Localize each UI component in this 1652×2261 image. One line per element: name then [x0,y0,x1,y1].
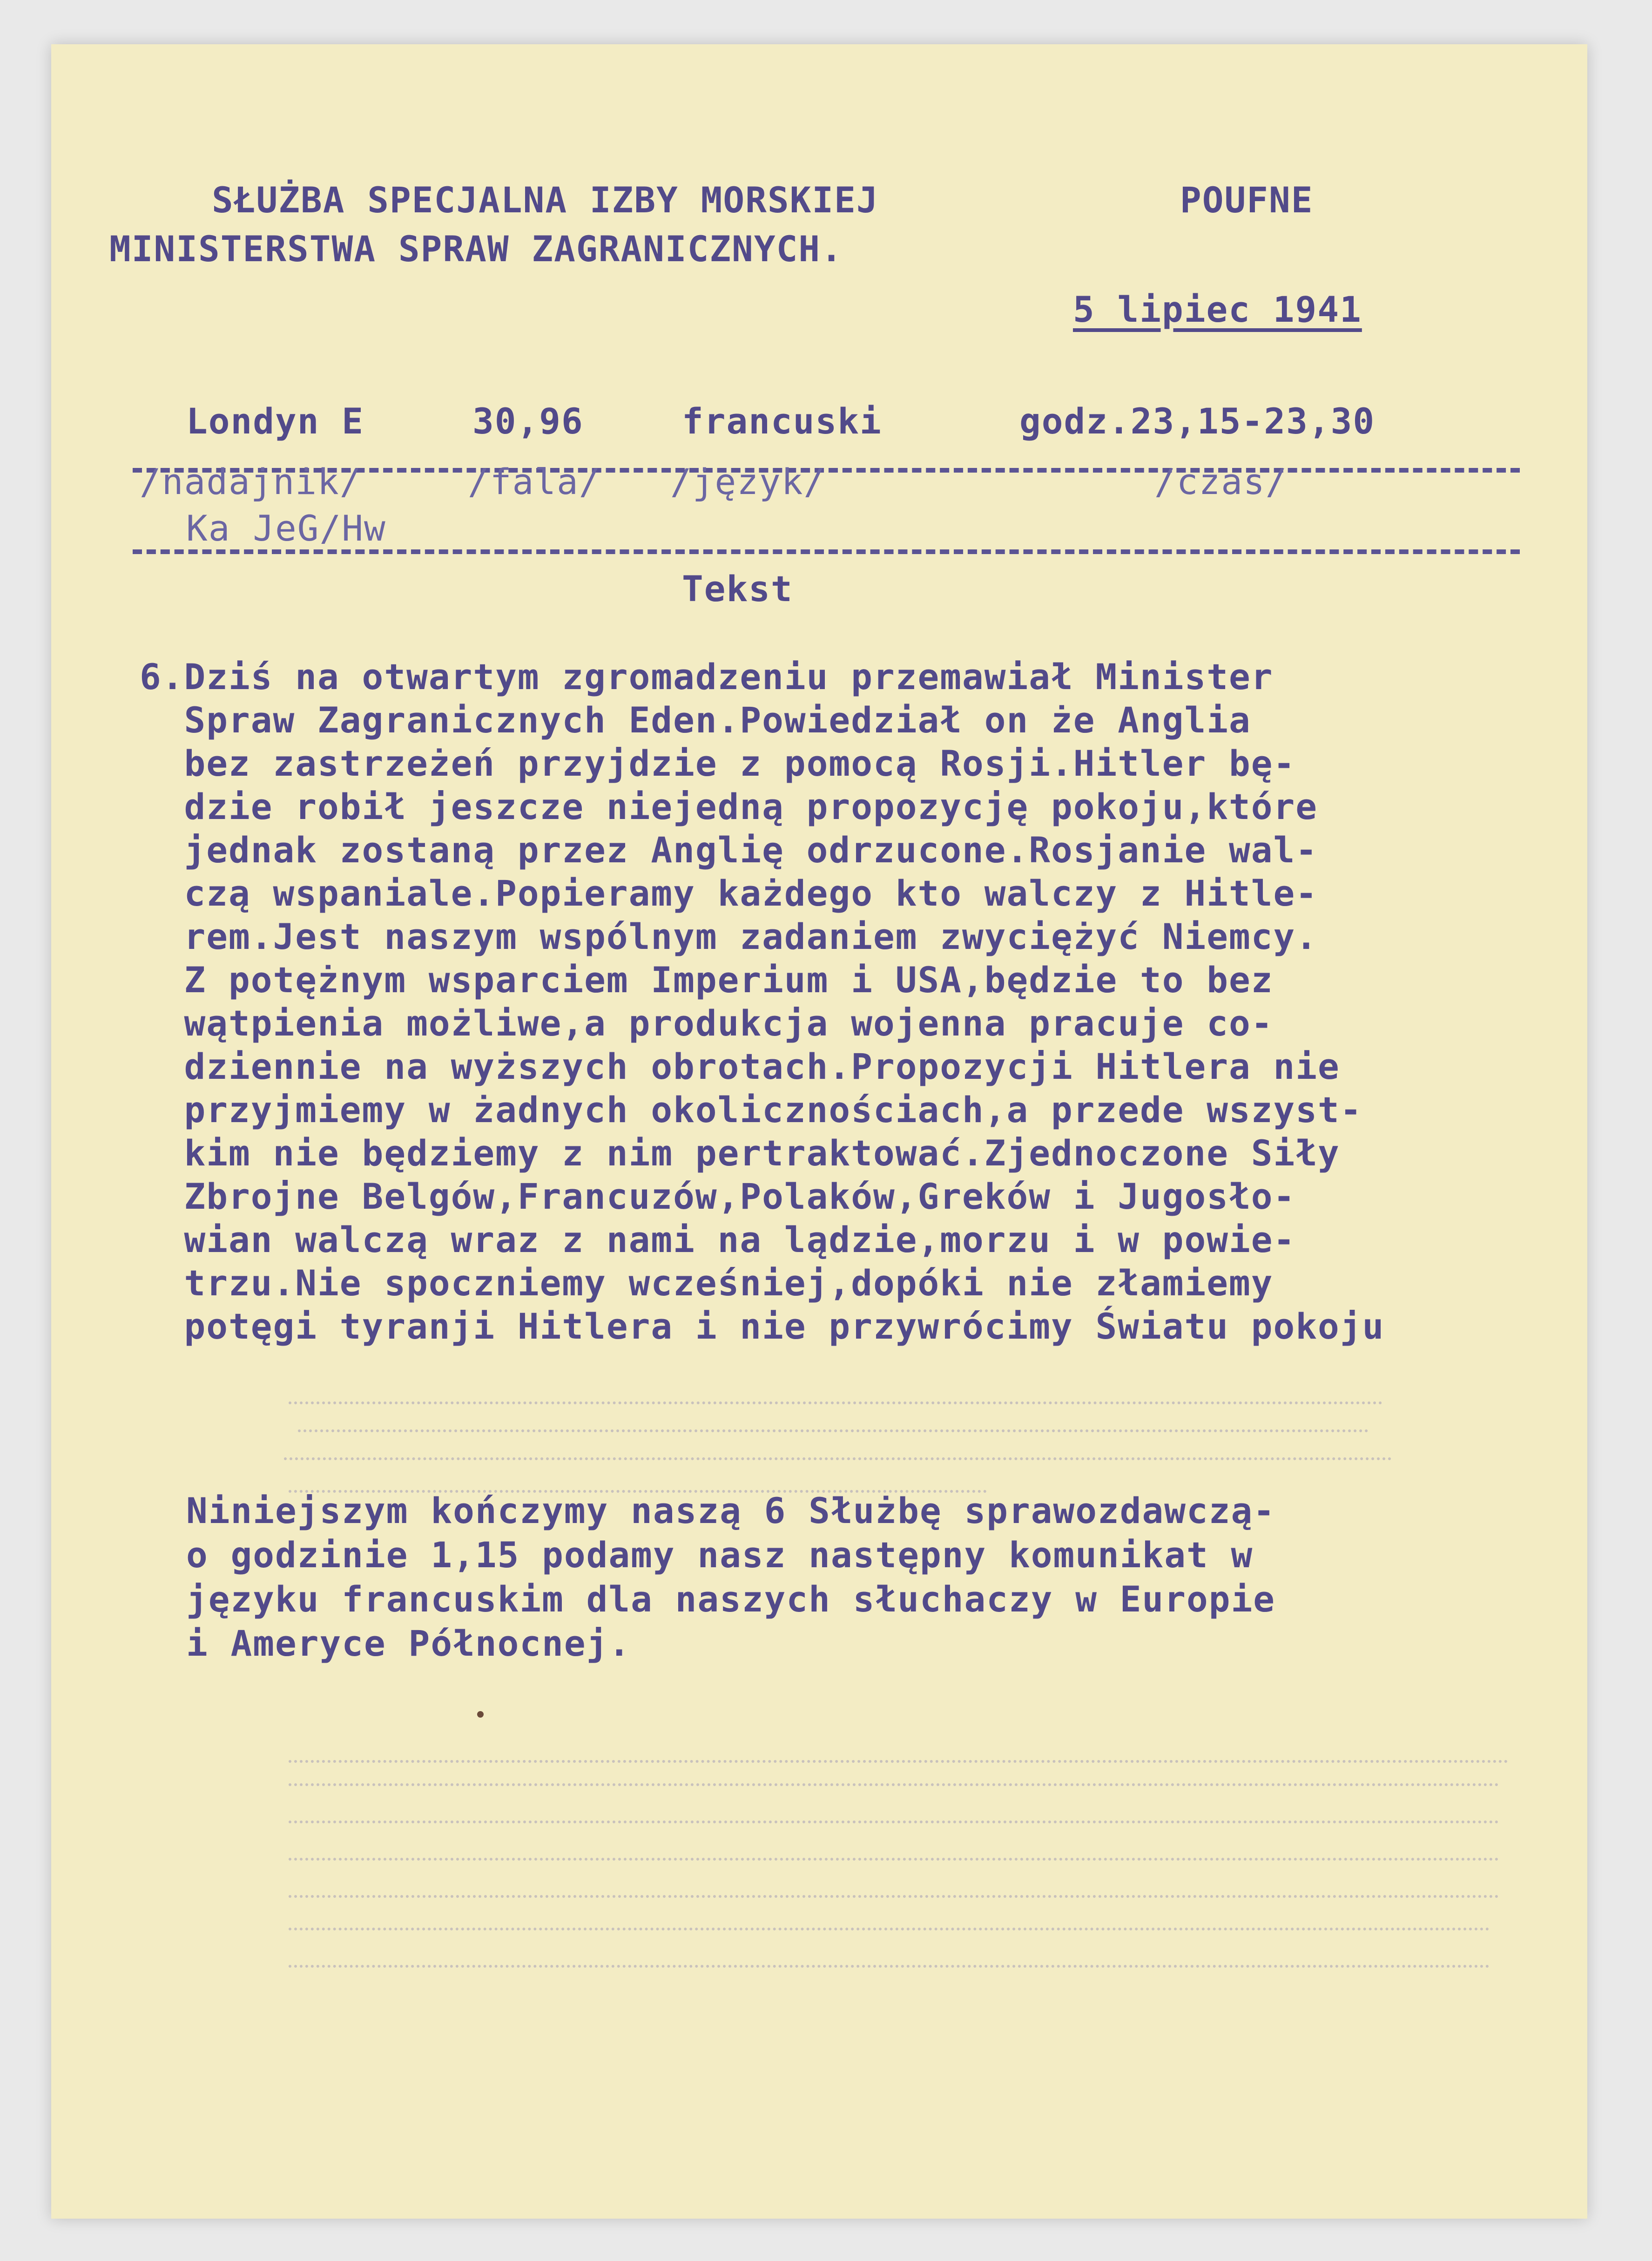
label-wave: /fala/ [468,461,601,502]
body-line: rem.Jest naszym wspólnym zadaniem zwyciężyć Niemcy. [140,916,1318,957]
label-transmitter: /nadajnik/ [140,461,362,502]
carbon-ghost-line [289,1858,1499,1861]
body-line: Spraw Zagranicznych Eden.Powiedział on że Anglia [140,699,1251,741]
carbon-ghost-line [289,1783,1499,1786]
body-line: jednak zostaną przez Anglię odrzucone.Rosjanie wal- [140,829,1318,871]
body-line: wian walczą wraz z nami na lądzie,morzu i w powie- [140,1219,1296,1260]
closing-line: Niniejszym kończymy naszą 6 Służbę sprawozdawczą- [186,1490,1276,1531]
carbon-ghost-line [289,1928,1490,1930]
classification-label: POUFNE [1180,179,1314,221]
carbon-ghost-line [284,1457,1392,1460]
carbon-ghost-line [289,1821,1499,1823]
closing-line: i Ameryce Północnej. [186,1623,631,1664]
body-line: bez zastrzeżeń przyjdzie z pomocą Rosji.Hitler bę- [140,743,1296,784]
org-line-1: SŁUŻBA SPECJALNA IZBY MORSKIEJ [212,179,879,221]
body-line: trzu.Nie spoczniemy wcześniej,dopóki nie złamiemy [140,1262,1274,1304]
org-line-2: MINISTERSTWA SPRAW ZAGRANICZNYCH. [109,228,843,270]
body-line: dziennie na wyższych obrotach.Propozycji Hitlera nie [140,1046,1340,1087]
body-line: kim nie będziemy z nim pertraktować.Zjednoczone Siły [140,1132,1340,1174]
divider-line [133,549,1520,554]
body-line: wątpienia możliwe,a produkcja wojenna pracuje co- [140,1002,1274,1044]
closing-line: języku francuskim dla naszych słuchaczy w Europie [186,1578,1276,1620]
signature-code: Ka JeG/Hw [186,508,386,549]
carbon-ghost-line [289,1965,1490,1968]
body-line: potęgi tyranji Hitlera i nie przywrócimy Światu pokoju [140,1306,1385,1347]
body-line: przyjmiemy w żadnych okolicznościach,a przede wszyst- [140,1089,1362,1130]
closing-line: o godzinie 1,15 podamy nasz następny komunikat w [186,1534,1254,1576]
label-time: /czas/ [1154,461,1288,502]
label-language: /język/ [670,461,826,502]
body-line: Z potężnym wsparciem Imperium i USA,będzie to bez [140,959,1274,1001]
ink-spot [477,1711,484,1718]
transmitter-value: Londyn E [186,400,364,442]
section-title: Tekst [682,568,793,609]
carbon-ghost-line [289,1401,1382,1404]
body-line: Zbrojne Belgów,Francuzów,Polaków,Greków i Jugosło- [140,1176,1296,1217]
time-value: godz.23,15-23,30 [1019,400,1376,442]
carbon-ghost-line [289,1895,1499,1898]
carbon-ghost-line [289,1760,1508,1763]
language-value: francuski [682,400,882,442]
body-line: dzie robił jeszcze niejedną propozycję pokoju,które [140,786,1318,827]
document-date: 5 lipiec 1941 [1073,289,1362,330]
carbon-ghost-line [298,1429,1369,1432]
wavelength-value: 30,96 [472,400,584,442]
body-line: czą wspaniale.Popieramy każdego kto walczy z Hitle- [140,873,1318,914]
body-line: 6.Dziś na otwartym zgromadzeniu przemawiał Minister [140,656,1274,697]
